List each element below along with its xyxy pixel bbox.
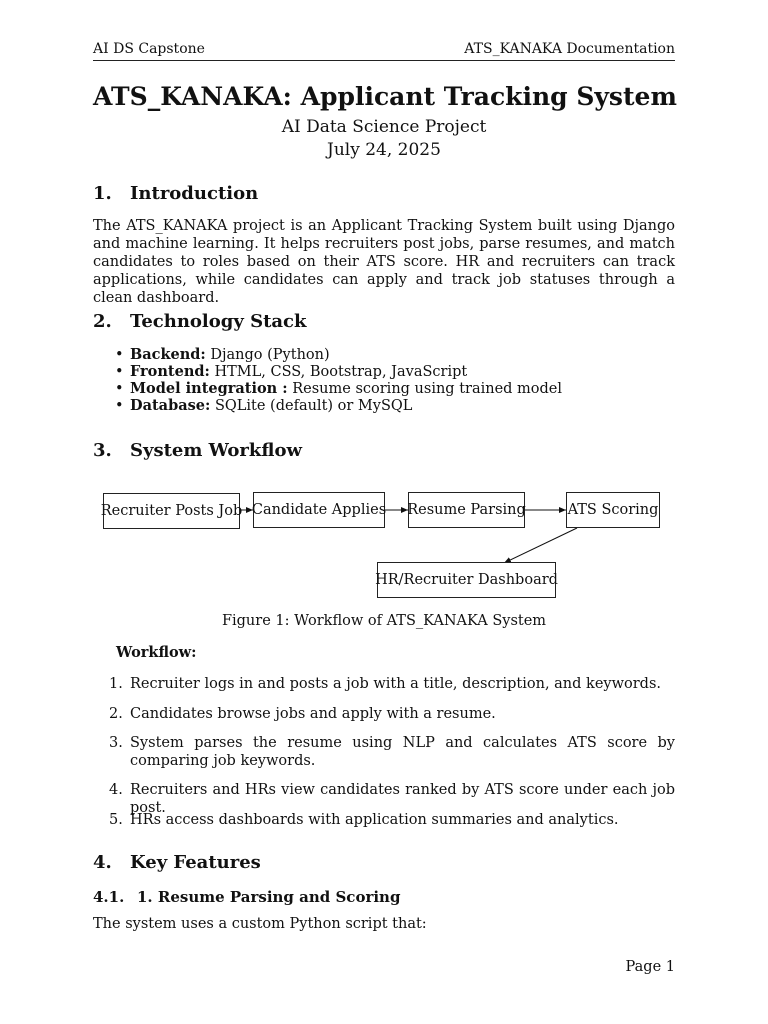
flow-box-candidate-applies: Candidate Applies: [253, 492, 385, 528]
section-title: Introduction: [130, 183, 259, 204]
section-introduction-heading: [93, 183, 258, 205]
section-system-workflow-heading: [93, 440, 302, 462]
item-text: HRs access dashboards with application summaries and analytics.: [130, 812, 619, 828]
item-number: 3.: [109, 735, 123, 751]
features-paragraph: The system uses a custom Python script that:: [93, 916, 427, 932]
figure-caption: Figure 1: Workflow of ATS_KANAKA System: [221, 613, 547, 629]
item-value: HTML, CSS, Bootstrap, JavaScript: [209, 364, 468, 380]
item-label: Frontend:: [130, 363, 210, 380]
document-title: ATS_KANAKA: Applicant Tracking System: [93, 82, 677, 111]
section-key-features-heading: [93, 852, 261, 874]
list-item: [115, 346, 675, 363]
item-text: Recruiters and HRs view candidates ranked by ATS score under each job post.: [130, 782, 675, 816]
item-number: 5.: [109, 812, 123, 828]
item-label: Backend:: [130, 346, 206, 363]
header-right: ATS_KANAKA Documentation: [464, 41, 675, 57]
list-item: [115, 380, 675, 397]
section-number: 1.: [93, 183, 112, 204]
flow-box-recruiter-posts-job: Recruiter Posts Job: [103, 493, 240, 529]
item-value: SQLite (default) or MySQL: [210, 398, 413, 414]
flow-box-resume-parsing: Resume Parsing: [408, 492, 525, 528]
subsection-heading: [93, 887, 400, 907]
item-number: 4.: [109, 782, 123, 798]
document-page: [93, 0, 675, 1024]
item-label: Model integration :: [130, 380, 288, 397]
list-item: [115, 397, 675, 414]
section-title: Key Features: [130, 852, 261, 873]
workflow-diagram: [93, 478, 675, 608]
bullet-icon: •: [115, 398, 124, 414]
item-number: 1.: [109, 676, 123, 692]
technology-stack-list: [115, 346, 675, 414]
flow-box-hr-recruiter-dashboard: HR/Recruiter Dashboard: [377, 562, 556, 598]
section-technology-stack-heading: [93, 311, 306, 333]
workflow-label: Workflow:: [116, 644, 197, 661]
page-number: Page 1: [625, 959, 675, 975]
document-subtitle: AI Data Science Project: [281, 117, 487, 137]
subsection-title: 1. Resume Parsing and Scoring: [137, 888, 401, 906]
section-number: 3.: [93, 440, 112, 461]
item-value: Django (Python): [205, 347, 330, 363]
introduction-paragraph: The ATS_KANAKA project is an Applicant Tracking System built using Django and machine learning. It helps recruiters post jobs, parse resumes, and match candidates to roles based on their ATS score. HR and recruiters can track applications, while candidates can apply and track job statuses through a clean dashboard.: [93, 218, 675, 306]
item-number: 2.: [109, 706, 123, 722]
arrow-score-to-dashboard: [504, 528, 577, 563]
bullet-icon: •: [115, 381, 124, 397]
section-title: Technology Stack: [130, 311, 307, 332]
item-text: Candidates browse jobs and apply with a resume.: [130, 706, 496, 722]
item-value: Resume scoring using trained model: [287, 381, 563, 397]
bullet-icon: •: [115, 364, 124, 380]
section-title: System Workflow: [130, 440, 302, 461]
header-left: AI DS Capstone: [93, 41, 205, 57]
header-rule: [93, 60, 675, 61]
flow-box-ats-scoring: ATS Scoring: [566, 492, 660, 528]
document-date: July 24, 2025: [327, 140, 441, 160]
subsection-number: 4.1.: [93, 888, 125, 906]
bullet-icon: •: [115, 347, 124, 363]
list-item: [115, 363, 675, 380]
item-text: System parses the resume using NLP and calculates ATS score by comparing job keywords.: [130, 735, 675, 769]
item-text: Recruiter logs in and posts a job with a title, description, and keywords.: [130, 676, 662, 692]
section-number: 4.: [93, 852, 112, 873]
item-label: Database:: [130, 397, 211, 414]
section-number: 2.: [93, 311, 112, 332]
running-header: [93, 40, 675, 60]
